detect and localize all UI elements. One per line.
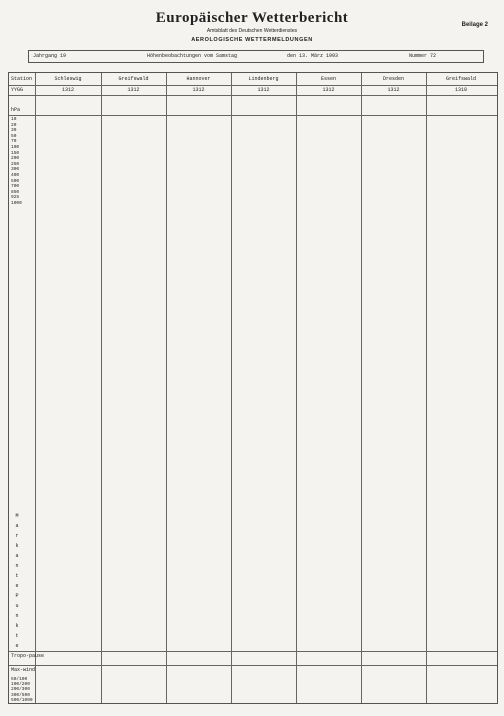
nummer-label: Nummer 72 [409,53,437,59]
station-code: 1312 [192,87,205,93]
station-name: Hannover [186,76,211,82]
side-label: M a r k a n t e P u n k t e [15,513,19,649]
amtsblatt-line: Amtsblatt des Deutschen Wetterdienstes [206,28,298,34]
station-name: Lindenberg [248,76,279,82]
station-code: 1312 [322,87,335,93]
hpa-label: hPa [11,107,21,113]
bottom-levels: 50/100 100/200 200/300 300/500 500/1000 [11,677,33,703]
yygg-label: YYGG [11,87,24,93]
maxwind-label: Max-wind [11,667,36,673]
observation-table [8,72,498,704]
date-label: den 13. März 1993 [287,53,339,59]
jahrgang-label: Jahrgang 19 [33,53,67,59]
hoehen-label: Höhenbeobachtungen vom Samstag [147,53,238,59]
station-code: 1312 [387,87,400,93]
station-label: Station [11,76,33,82]
station-name: Schleswig [54,76,82,82]
station-code: 1312 [61,87,74,93]
info-bar [28,50,484,63]
station-name: Essen [320,76,336,82]
report-title: Europäischer Wetterbericht [155,10,349,26]
station-name: Dresden [382,76,404,82]
station-name: Greifswald [445,76,476,82]
tropopause-label: Tropo-pause [11,653,45,659]
station-code: 1312 [257,87,270,93]
station-code: 1318 [454,87,467,93]
beilage-label: Beilage 2 [461,22,488,28]
station-code: 1312 [127,87,140,93]
report-subtitle: AEROLOGISCHE WETTERMELDUNGEN [191,37,313,43]
station-name: Greifswald [118,76,149,82]
pressure-levels: 10 20 30 50 70 100 150 200 250 300 400 500 700 850 925 1000 [11,117,22,206]
